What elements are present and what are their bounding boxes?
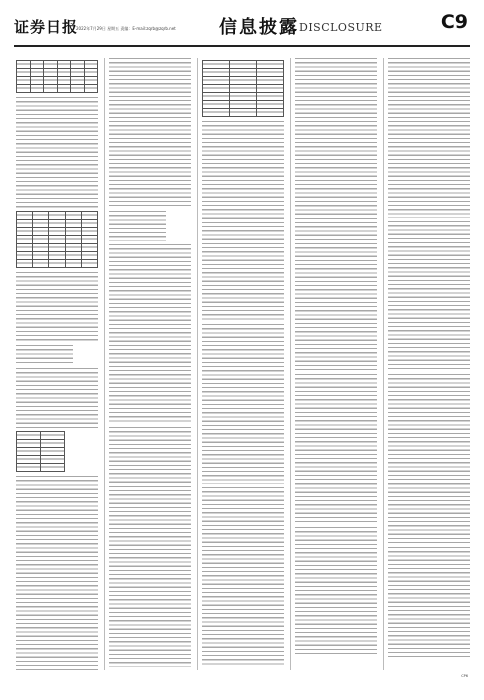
text-block [202, 324, 284, 484]
text-block [295, 374, 377, 524]
page-number: C9 [440, 11, 468, 33]
masthead [14, 10, 470, 48]
masthead-rule [14, 45, 470, 47]
table-block [16, 211, 98, 268]
text-block [109, 211, 166, 241]
text-block [388, 374, 470, 544]
column-5 [383, 58, 470, 670]
table-block [16, 60, 98, 93]
text-block [16, 345, 73, 365]
text-block [16, 368, 98, 428]
section-title-en: DISCLOSURE [299, 21, 383, 34]
column-1 [16, 58, 98, 670]
table-block [16, 431, 65, 472]
text-block [16, 476, 98, 670]
column-4 [290, 58, 377, 670]
text-block [202, 121, 284, 321]
newspaper-logo: 证券日报 [14, 18, 79, 36]
text-block [295, 527, 377, 657]
text-block [388, 547, 470, 657]
text-block [202, 487, 284, 667]
text-block [16, 97, 98, 157]
text-block [295, 201, 377, 371]
text-block [388, 221, 470, 371]
text-block [109, 244, 191, 424]
text-block [16, 160, 98, 208]
text-block [16, 272, 98, 342]
article-columns [16, 58, 470, 670]
text-block [109, 58, 191, 208]
table-block [202, 60, 284, 117]
text-block [109, 427, 191, 667]
column-3 [197, 58, 284, 670]
text-block [295, 58, 377, 198]
dateline: 2022年7月29日 星期五 责编：E-mail:zqrb@zqrb.net [76, 26, 176, 31]
text-block [388, 58, 470, 218]
page-footer-code: CP6 [461, 674, 468, 678]
column-2 [104, 58, 191, 670]
section-title-cn: 信息披露 [219, 17, 299, 38]
